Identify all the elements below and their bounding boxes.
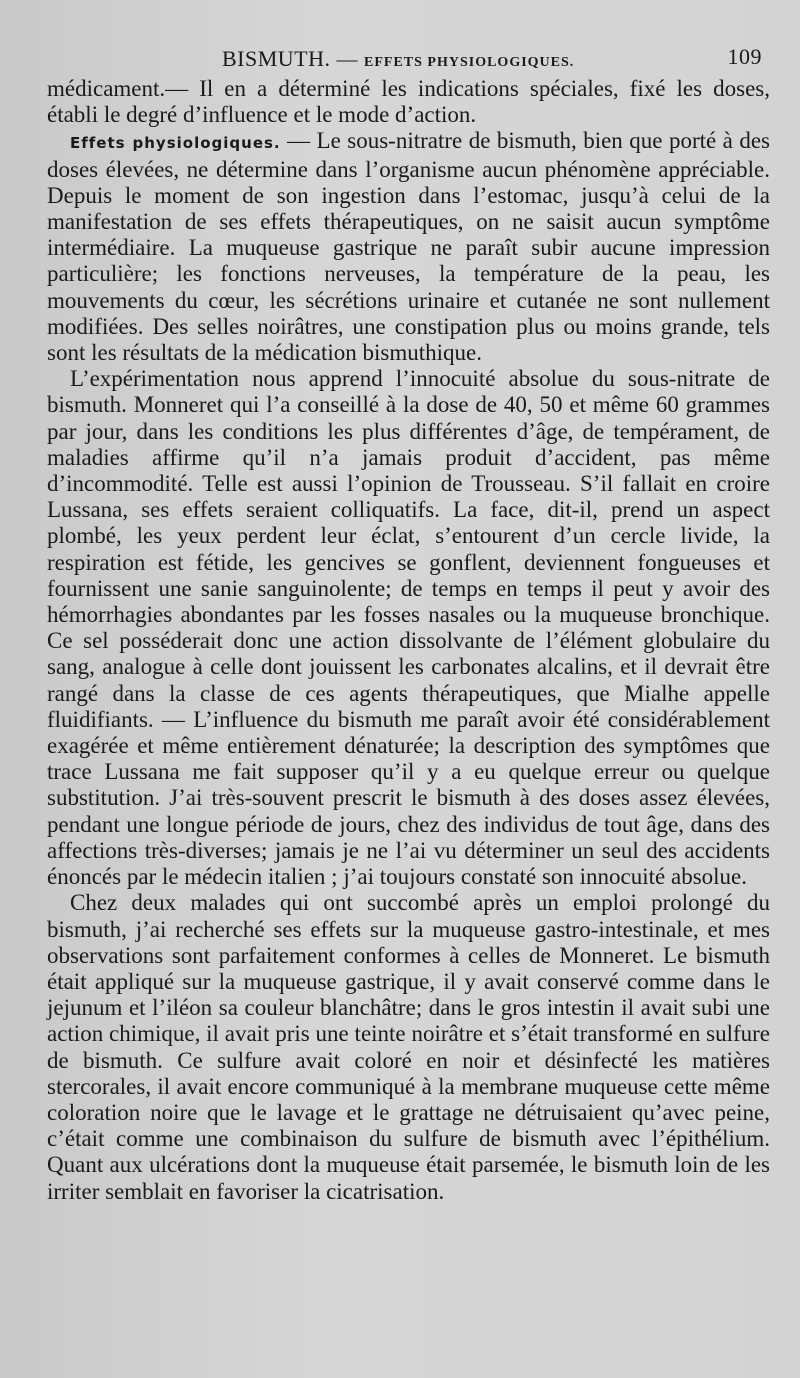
paragraph-observations bbox=[47, 890, 770, 1204]
paragraph-experimentation bbox=[47, 366, 770, 890]
paragraph-text: médicament.— Il en a déterminé les indications spéciales, fixé les doses, établi le degré d’influence et le mode d’action. bbox=[47, 76, 770, 128]
paragraph-continuation bbox=[47, 76, 770, 128]
paragraph-text: L’expérimentation nous apprend l’innocuité absolue du sous-nitrate de bismuth. Monneret qui l’a conseillé à la dose de 40, 50 et même 60 grammes par jour, dans les conditions les plus différentes d’âge, de tempérament, de maladies affirme qu’il n’a jamais produit d’accident, pas même d’incommodité. Telle est aussi l’opinion de Trousseau. S’il fallait en croire Lussana, ses effets seraient colliquatifs. La face, dit-il, prend un aspect plombé, les yeux perdent leur éclat, s’entourent d’un cercle livide, la respiration est fétide, les gencives se gonflent, deviennent fongueuses et fournissent une sanie sanguinolente; de temps en temps il peut y avoir des hémorrhagies abondantes par les fosses nasales ou la muqueuse bronchique. Ce sel posséderait donc une action dissolvante de l’élément globulaire du sang, analogue à celle dont jouissent les carbonates alcalins, et il devrait être rangé dans la classe de ces agents thérapeutiques, que Mialhe appelle fluidifiants. — L’influence du bismuth me paraît avoir été considérablement exagérée et même entièrement dénaturée; la description des symptômes que trace Lussana me fait supposer qu’il y a eu quelque erreur ou quelque substitution. J’ai très-souvent prescrit le bismuth à des doses assez élevées, pendant une longue période de jours, chez des individus de tout âge, dans des affections très-diverses; jamais je ne l’ai vu déterminer un seul des accidents énoncés par le médecin italien ; j’ai toujours constaté son innocuité absolue. bbox=[47, 366, 770, 890]
page-number: 109 bbox=[727, 44, 762, 69]
running-title bbox=[222, 46, 574, 72]
paragraph-text: — Le sous-nitratre de bismuth, bien que porté à des doses élevées, ne détermine dans l’organisme aucun phénomène appréciable. Depuis le moment de son ingestion dans l’estomac, jusqu’à celui de la manifestation de ses effets thérapeutiques, on ne saisit aucun symptôme intermédiaire. La muqueuse gastrique ne paraît subir aucune impression particulière; les fonctions nerveuses, la température de la peau, les mouvements du cœur, les sécrétions urinaire et cutanée ne sont nullement modifiées. Des selles noirâtres, une constipation plus ou moins grande, tels sont les résultats de la médication bismuthique. bbox=[47, 128, 770, 366]
header-dash: — bbox=[336, 47, 359, 71]
section-lead: Effets physiologiques. bbox=[70, 134, 281, 153]
paragraph-text: Chez deux malades qui ont succombé après un emploi prolongé du bismuth, j’ai recherché ses effets sur la muqueuse gastro-intestinale, et mes observations sont parfaitement conformes à celles de Monneret. Le bismuth était appliqué sur la muqueuse gastrique, il y avait conservé comme dans le jejunum et l’iléon sa couleur blanchâtre; dans le gros intestin il avait subi une action chimique, il avait pris une teinte noirâtre et s’était transformé en sulfure de bismuth. Ce sulfure avait coloré en noir et désinfecté les matières stercorales, il avait encore communiqué à la membrane muqueuse cette même coloration noire que le lavage et le grattage ne détruisaient qu’avec peine, c’était comme une combinaison du sulfure de bismuth avec l’épithélium. Quant aux ulcérations dont la muqueuse était parsemée, le bismuth loin de les irriter semblait en favoriser la cicatrisation. bbox=[47, 890, 770, 1204]
chapter-title: BISMUTH. bbox=[222, 46, 331, 71]
body-text bbox=[47, 76, 770, 1205]
running-header bbox=[47, 40, 770, 76]
section-title: EFFETS PHYSIOLOGIQUES. bbox=[364, 55, 575, 70]
paragraph-effets bbox=[47, 128, 770, 366]
